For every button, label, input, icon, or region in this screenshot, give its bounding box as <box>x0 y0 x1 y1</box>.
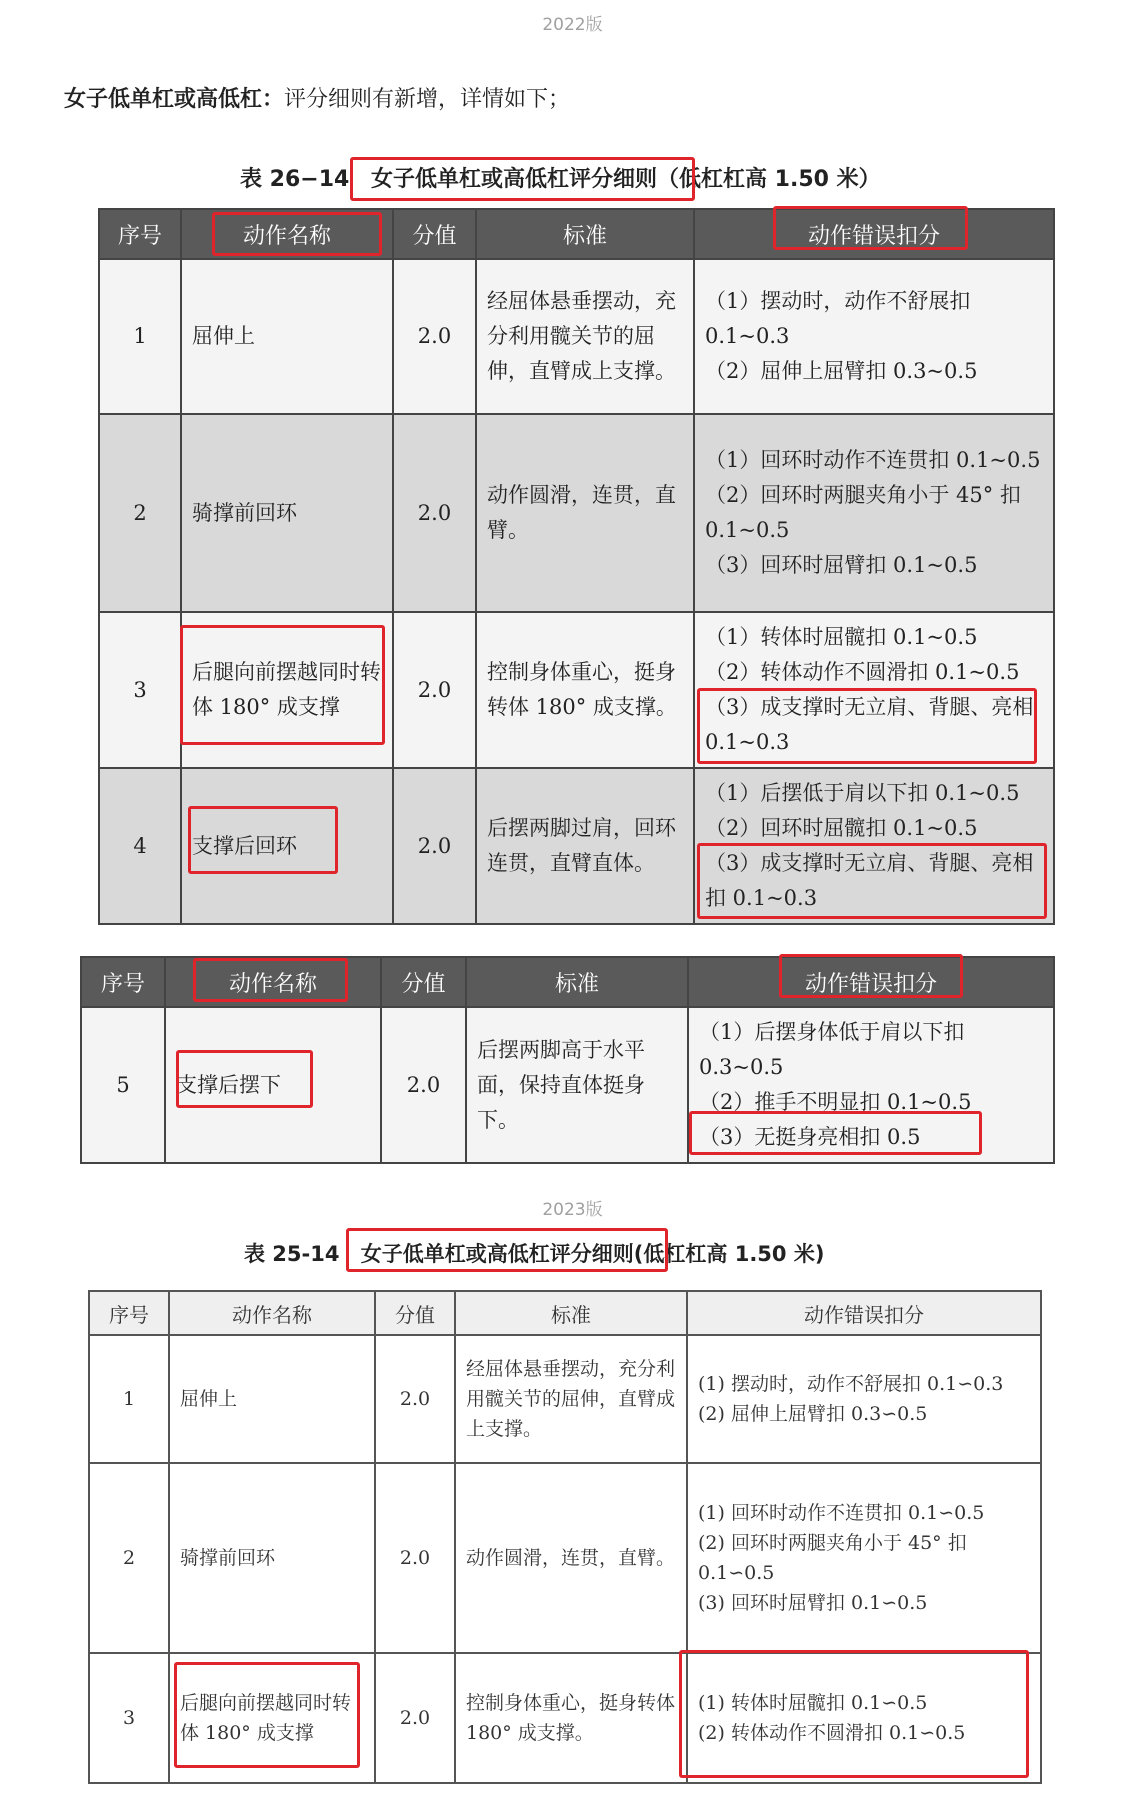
table-row <box>81 1007 1054 1163</box>
deduction-item: （2）转体动作不圆滑扣 0.1~0.5 <box>705 660 1020 684</box>
row-no: 1 <box>99 259 181 414</box>
intro-line <box>64 82 570 113</box>
row-deductions <box>694 768 1054 924</box>
header-score: 分值 <box>375 1291 455 1335</box>
row-name: 屈伸上 <box>181 259 393 414</box>
deduction-item: （3）成支撑时无立肩、背腿、亮相 0.1~0.3 <box>705 695 1034 754</box>
header-deduction: 动作错误扣分 <box>687 1291 1041 1335</box>
row-standard: 动作圆滑，连贯，直臂。 <box>476 414 694 612</box>
header-no: 序号 <box>89 1291 169 1335</box>
table-row <box>99 414 1054 612</box>
deduction-item: （3）无挺身亮相扣 0.5 <box>699 1125 921 1149</box>
header-no: 序号 <box>99 209 181 259</box>
row-standard: 控制身体重心，挺身转体 180° 成支撑。 <box>476 612 694 768</box>
row-name: 后腿向前摆越同时转体 180° 成支撑 <box>181 612 393 768</box>
deduction-item: (2) 转体动作不圆滑扣 0.1∽0.5 <box>698 1722 966 1744</box>
row-score: 2.0 <box>381 1007 466 1163</box>
caption-2023: 2023版 <box>542 1200 603 1220</box>
row-deductions <box>694 259 1054 414</box>
row-no: 4 <box>99 768 181 924</box>
header-score: 分值 <box>393 209 476 259</box>
row-standard: 后摆两脚高于水平面，保持直体挺身下。 <box>466 1007 688 1163</box>
row-name: 屈伸上 <box>169 1335 375 1463</box>
table3-title-main: 女子低单杠或高低杠评分细则 <box>360 1242 634 1266</box>
header-standard: 标准 <box>455 1291 687 1335</box>
deduction-item: （2）回环时屈髋扣 0.1~0.5 <box>705 816 978 840</box>
row-standard: 动作圆滑，连贯，直臂。 <box>455 1463 687 1653</box>
table1-title <box>240 162 881 193</box>
header-name: 动作名称 <box>165 957 381 1007</box>
deduction-item: （2）回环时两腿夹角小于 45° 扣 0.1~0.5 <box>705 483 1021 542</box>
row-standard: 控制身体重心，挺身转体 180° 成支撑。 <box>455 1653 687 1783</box>
row-deductions <box>687 1335 1041 1463</box>
table-row <box>89 1335 1041 1463</box>
row-score: 2.0 <box>393 768 476 924</box>
deduction-item: （1）后摆低于肩以下扣 0.1~0.5 <box>705 781 1020 805</box>
scoring-table-2022 <box>98 208 1055 925</box>
deduction-item: (2) 回环时两腿夹角小于 45° 扣 0.1∽0.5 <box>698 1532 967 1584</box>
row-deductions <box>688 1007 1054 1163</box>
scoring-table-2022-continued <box>80 956 1055 1164</box>
row-score: 2.0 <box>375 1335 455 1463</box>
table-row <box>89 1653 1041 1783</box>
header-name: 动作名称 <box>181 209 393 259</box>
table-row <box>99 768 1054 924</box>
table3-title-suffix: (低杠杠高 1.50 米) <box>633 1242 825 1266</box>
deduction-item: (2) 屈伸上屈臂扣 0.3∽0.5 <box>698 1403 928 1425</box>
row-name: 骑撑前回环 <box>181 414 393 612</box>
header-deduction: 动作错误扣分 <box>688 957 1054 1007</box>
row-deductions <box>694 414 1054 612</box>
row-deductions <box>687 1463 1041 1653</box>
scoring-table-2023 <box>88 1290 1042 1784</box>
row-name: 后腿向前摆越同时转体 180° 成支撑 <box>169 1653 375 1783</box>
row-no: 2 <box>89 1463 169 1653</box>
table-row <box>89 1463 1041 1653</box>
table-row <box>99 259 1054 414</box>
header-no: 序号 <box>81 957 165 1007</box>
table3-title <box>244 1238 824 1268</box>
header-name: 动作名称 <box>169 1291 375 1335</box>
row-no: 2 <box>99 414 181 612</box>
deduction-item: （2）推手不明显扣 0.1~0.5 <box>699 1090 972 1114</box>
table-header-row <box>99 209 1054 259</box>
caption-2022: 2022版 <box>542 15 603 35</box>
row-standard: 经屈体悬垂摆动，充分利用髋关节的屈伸，直臂成上支撑。 <box>455 1335 687 1463</box>
deduction-item: （1）转体时屈髋扣 0.1~0.5 <box>705 625 978 649</box>
row-no: 1 <box>89 1335 169 1463</box>
row-deductions <box>687 1653 1041 1783</box>
table1-title-suffix: （低杠杠高 1.50 米） <box>657 167 881 192</box>
row-no: 3 <box>99 612 181 768</box>
table1-title-main: 女子低单杠或高低杠评分细则 <box>371 167 658 192</box>
table3-title-prefix: 表 25-14 <box>244 1242 340 1266</box>
row-standard: 经屈体悬垂摆动，充分利用髋关节的屈伸，直臂成上支撑。 <box>476 259 694 414</box>
row-deductions <box>694 612 1054 768</box>
deduction-item: (3) 回环时屈臂扣 0.1∽0.5 <box>698 1592 928 1614</box>
header-standard: 标准 <box>466 957 688 1007</box>
deduction-item: (1) 回环时动作不连贯扣 0.1∽0.5 <box>698 1502 985 1524</box>
header-standard: 标准 <box>476 209 694 259</box>
deduction-item: (1) 转体时屈髋扣 0.1∽0.5 <box>698 1692 928 1714</box>
deduction-item: （2）屈伸上屈臂扣 0.3~0.5 <box>705 359 978 383</box>
row-name: 支撑后摆下 <box>165 1007 381 1163</box>
table-header-row <box>81 957 1054 1007</box>
intro-bold: 女子低单杠或高低杠： <box>64 87 285 112</box>
deduction-item: （1）后摆身体低于肩以下扣 0.3~0.5 <box>699 1020 965 1079</box>
row-score: 2.0 <box>393 414 476 612</box>
row-score: 2.0 <box>393 259 476 414</box>
deduction-item: （1）摆动时，动作不舒展扣 0.1~0.3 <box>705 289 971 348</box>
intro-text: 评分细则有新增，详情如下； <box>284 87 571 112</box>
row-score: 2.0 <box>375 1653 455 1783</box>
row-no: 3 <box>89 1653 169 1783</box>
deduction-item: (1) 摆动时，动作不舒展扣 0.1∽0.3 <box>698 1373 1004 1395</box>
row-score: 2.0 <box>393 612 476 768</box>
table-header-row <box>89 1291 1041 1335</box>
header-score: 分值 <box>381 957 466 1007</box>
row-standard: 后摆两脚过肩，回环连贯，直臂直体。 <box>476 768 694 924</box>
table-row <box>99 612 1054 768</box>
row-score: 2.0 <box>375 1463 455 1653</box>
row-no: 5 <box>81 1007 165 1163</box>
row-name: 骑撑前回环 <box>169 1463 375 1653</box>
deduction-item: （3）成支撑时无立肩、背腿、亮相扣 0.1~0.3 <box>705 851 1034 910</box>
table1-title-prefix: 表 26−14 <box>240 167 350 192</box>
deduction-item: （1）回环时动作不连贯扣 0.1~0.5 <box>705 448 1041 472</box>
deduction-item: （3）回环时屈臂扣 0.1~0.5 <box>705 553 978 577</box>
row-name: 支撑后回环 <box>181 768 393 924</box>
header-deduction: 动作错误扣分 <box>694 209 1054 259</box>
